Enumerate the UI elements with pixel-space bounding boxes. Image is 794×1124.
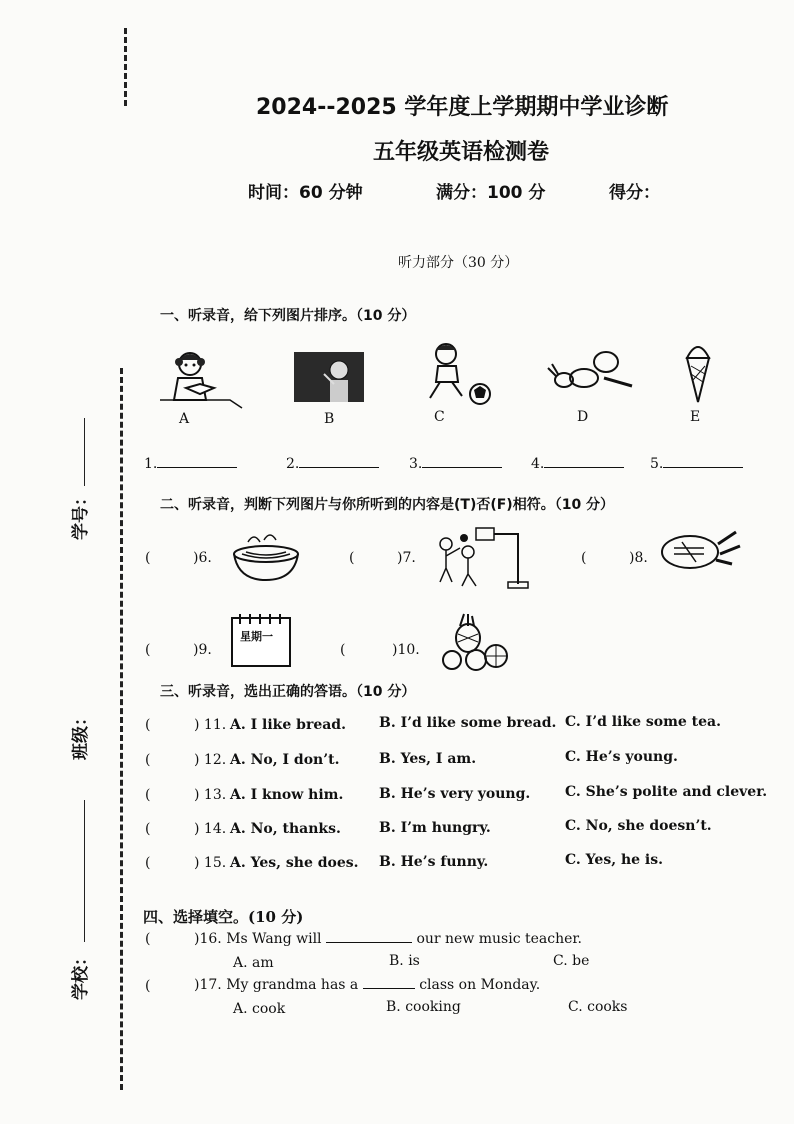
paren-8[interactable]: ( [581, 550, 587, 566]
full-score-info: 满分：100 分 [436, 183, 546, 203]
q16-blank[interactable] [326, 942, 412, 943]
basketball-icon [434, 524, 530, 590]
q17-num: )17. [194, 977, 222, 993]
q13-num: ) 13. [194, 787, 227, 803]
boy-football-icon [416, 342, 494, 408]
q13-option-a[interactable]: A. I know him. [230, 787, 344, 803]
q16-option-a[interactable]: A. am [233, 955, 274, 971]
page-title: 2024--2025 学年度上学期期中学业诊断 [256, 95, 669, 120]
steak-vegetables-icon [660, 524, 742, 572]
paren-11[interactable]: ( [145, 717, 151, 733]
q16-before: Ms Wang will [226, 931, 322, 947]
page-subtitle: 五年级英语检测卷 [373, 140, 550, 165]
q16-line [194, 931, 582, 947]
item-6-num: )6. [193, 550, 212, 566]
q11-option-a[interactable]: A. I like bread. [230, 717, 346, 733]
q11-option-c[interactable]: C. I’d like some tea. [565, 714, 721, 730]
school-line [84, 880, 85, 942]
picture-a-label: A [179, 411, 190, 427]
q11-num: ) 11. [194, 717, 227, 733]
q12-option-b[interactable]: B. Yes, I am. [379, 751, 477, 767]
listening-part-heading: 听力部分（30 分） [398, 255, 519, 271]
q16-num: )16. [194, 931, 222, 947]
paren-7[interactable]: ( [349, 550, 355, 566]
q17-blank[interactable] [363, 988, 415, 989]
q17-line [194, 977, 540, 993]
cut-line-main [120, 368, 123, 1090]
answer-1[interactable]: 1. [144, 456, 237, 472]
score-field[interactable]: 得分： [609, 183, 660, 203]
picture-c-label: C [434, 409, 445, 425]
section2-heading: 二、听录音，判断下列图片与你所听到的内容是(T)否(F)相符。（10 分） [160, 497, 615, 513]
q17-option-c[interactable]: C. cooks [568, 999, 628, 1015]
q17-option-a[interactable]: A. cook [233, 1001, 286, 1017]
paren-13[interactable]: ( [145, 787, 151, 803]
answer-3[interactable]: 3. [409, 456, 502, 472]
q15-num: ) 15. [194, 855, 227, 871]
item-7-num: )7. [397, 550, 416, 566]
paren-17[interactable]: ( [145, 978, 151, 994]
calendar-text: 星期一 [240, 630, 273, 643]
q15-option-b[interactable]: B. He’s funny. [379, 854, 489, 870]
ice-cream-icon [683, 340, 713, 404]
item-9-num: )9. [193, 642, 212, 658]
item-8-num: )8. [629, 550, 648, 566]
girl-reading-icon [160, 348, 245, 408]
paren-14[interactable]: ( [145, 821, 151, 837]
q17-before: My grandma has a [226, 977, 359, 993]
q13-option-b[interactable]: B. He’s very young. [379, 786, 531, 802]
q12-option-a[interactable]: A. No, I don’t. [230, 752, 340, 768]
school-label: 学校： [71, 949, 91, 1000]
paren-10[interactable]: ( [340, 642, 346, 658]
fruits-icon [442, 612, 512, 674]
q11-option-b[interactable]: B. I’d like some bread. [379, 715, 557, 731]
answer-4[interactable]: 4. [531, 456, 624, 472]
picture-d-label: D [577, 409, 589, 425]
class-label: 班级： [71, 709, 91, 760]
paren-16[interactable]: ( [145, 931, 151, 947]
cut-line-top [124, 28, 127, 106]
paren-6[interactable]: ( [145, 550, 151, 566]
q12-option-c[interactable]: C. He’s young. [565, 749, 678, 765]
q15-option-a[interactable]: A. Yes, she does. [230, 855, 359, 871]
vegetables-icon [544, 348, 634, 394]
q16-option-c[interactable]: C. be [553, 953, 590, 969]
q16-after: our new music teacher. [416, 931, 583, 947]
q12-num: ) 12. [194, 752, 227, 768]
q17-after: class on Monday. [419, 977, 541, 993]
answer-5[interactable]: 5. [650, 456, 743, 472]
q13-option-c[interactable]: C. She’s polite and clever. [565, 784, 768, 800]
q16-option-b[interactable]: B. is [389, 953, 420, 969]
q14-option-c[interactable]: C. No, she doesn’t. [565, 818, 712, 834]
noodles-bowl-icon [232, 532, 300, 582]
picture-e-label: E [690, 409, 701, 425]
section1-heading: 一、听录音，给下列图片排序。（10 分） [160, 308, 416, 324]
q14-option-a[interactable]: A. No, thanks. [230, 821, 341, 837]
answer-2[interactable]: 2. [286, 456, 379, 472]
picture-b-label: B [324, 411, 335, 427]
paren-9[interactable]: ( [145, 642, 151, 658]
section3-heading: 三、听录音，选出正确的答语。（10 分） [160, 684, 416, 700]
q14-option-b[interactable]: B. I’m hungry. [379, 820, 491, 836]
time-info: 时间：60 分钟 [248, 183, 363, 203]
teacher-blackboard-icon [294, 352, 364, 402]
item-10-num: )10. [392, 642, 420, 658]
student-id-line [84, 418, 85, 486]
student-id-label: 学号： [71, 489, 91, 540]
section4-heading: 四、选择填空。(10 分) [143, 908, 304, 926]
paren-15[interactable]: ( [145, 855, 151, 871]
paren-12[interactable]: ( [145, 752, 151, 768]
q15-option-c[interactable]: C. Yes, he is. [565, 852, 663, 868]
q17-option-b[interactable]: B. cooking [386, 999, 461, 1015]
q14-num: ) 14. [194, 821, 227, 837]
